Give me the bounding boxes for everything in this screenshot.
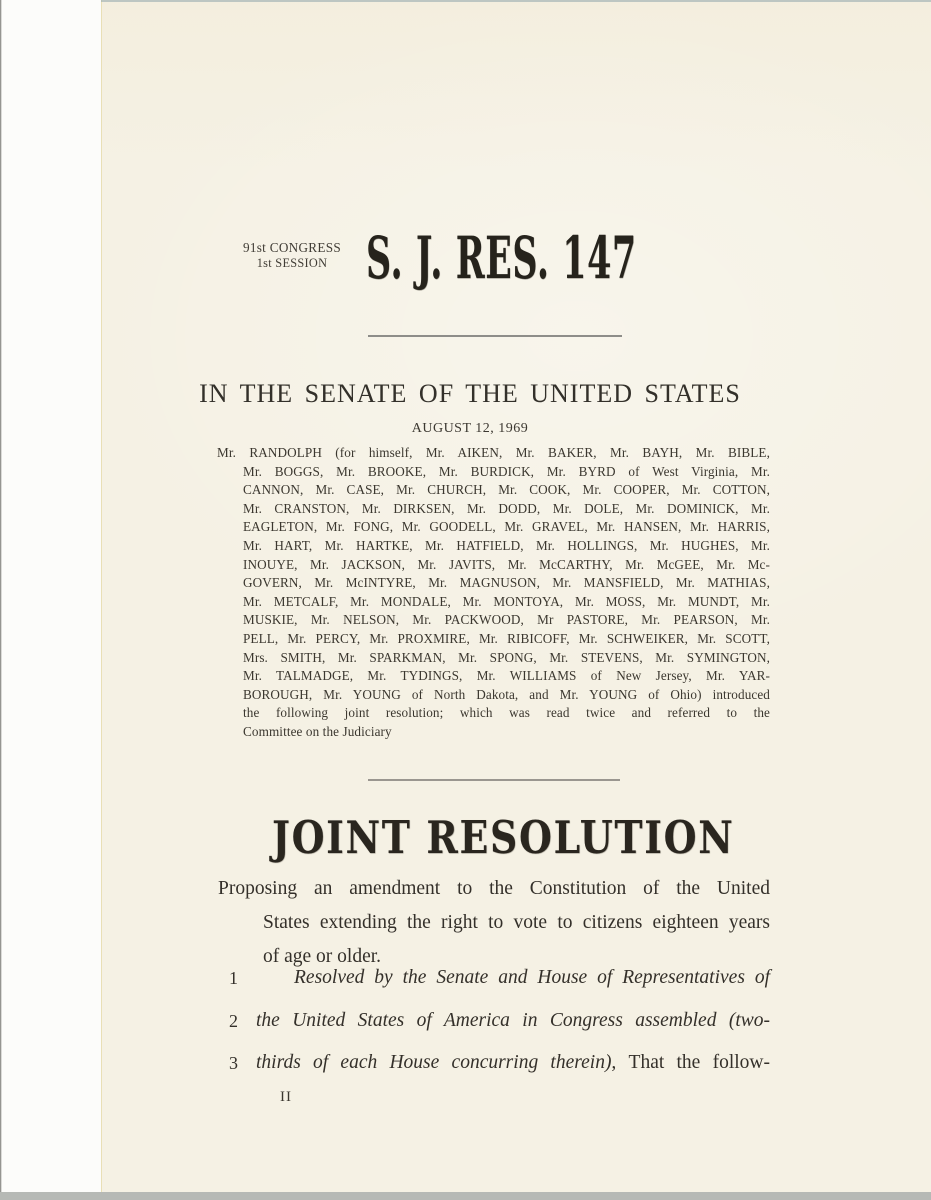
sponsor-line: PELL, Mr. PERCY, Mr. PROXMIRE, Mr. RIBICOFF, Mr. SCHWEIKER, Mr. SCOTT, [243,630,770,646]
resolution-line [229,966,770,990]
line-number: 3 [229,1053,238,1073]
sponsor-line: Mrs. SMITH, Mr. SPARKMAN, Mr. SPONG, Mr. STEVENS, Mr. SYMINGTON, [243,649,770,665]
joint-resolution-heading: JOINT RESOLUTION [272,811,735,864]
resolution-line-text [256,1051,770,1075]
congress-label: 91st CONGRESS [242,240,342,255]
preamble-line: States extending the right to vote to citizens eighteen years [263,912,770,933]
top-scan-edge [101,0,931,2]
sponsor-line: GOVERN, Mr. McINTYRE, Mr. MAGNUSON, Mr. MANSFIELD, Mr. MATHIAS, [243,575,770,591]
congress-session-block [224,240,360,270]
preamble-line: of age or older. [263,946,382,967]
roman-text: That the follow- [628,1052,770,1073]
sponsor-line: Mr. METCALF, Mr. MONDALE, Mr. MONTOYA, Mr. MOSS, Mr. MUNDT, Mr. [243,593,770,609]
line-number: 2 [229,1010,238,1031]
sponsor-line: Committee on the Judiciary [243,723,392,739]
italic-text: thirds of each House concurring therein), [256,1052,629,1073]
italic-text: Resolved by the Senate and House of Representatives of [294,967,770,988]
sponsor-line: Mr. HART, Mr. HARTKE, Mr. HATFIELD, Mr. HOLLINGS, Mr. HUGHES, Mr. [243,537,770,553]
preamble-line: Proposing an amendment to the Constitution of the United [218,878,770,899]
sponsor-line: Mr. BOGGS, Mr. BROOKE, Mr. BURDICK, Mr. BYRD of West Virginia, Mr. [243,463,770,479]
sponsor-line: EAGLETON, Mr. FONG, Mr. GOODELL, Mr. GRAVEL, Mr. HANSEN, Mr. HARRIS, [243,519,770,535]
resolution-line [229,1051,770,1075]
line-number: 1 [229,968,238,988]
session-label: 1st SESSION [256,255,328,270]
left-page-edge [0,0,2,1193]
italic-text: the United States of America in Congress assembled (two- [256,1009,770,1031]
sponsor-line: MUSKIE, Mr. NELSON, Mr. PACKWOOD, Mr PASTORE, Mr. PEARSON, Mr. [243,612,770,628]
left-margin-strip [0,0,102,1193]
chamber-heading: IN THE SENATE OF THE UNITED STATES [199,379,741,408]
bottom-scanner-strip [0,1192,931,1200]
page-number-roman: II [280,1089,292,1105]
resolution-line [229,1009,770,1033]
resolution-line-text [256,966,770,990]
preamble-paragraph [218,872,770,974]
sponsor-line: BOROUGH, Mr. YOUNG of North Dakota, and Mr. YOUNG of Ohio) introduced [243,686,770,702]
header-divider-rule [368,335,622,337]
section-divider-rule [368,779,620,781]
sponsor-line: Mr. TALMADGE, Mr. TYDINGS, Mr. WILLIAMS of New Jersey, Mr. YAR- [243,668,770,684]
introduction-date: AUGUST 12, 1969 [411,421,529,436]
sponsor-line: Mr. CRANSTON, Mr. DIRKSEN, Mr. DODD, Mr. DOLE, Mr. DOMINICK, Mr. [243,500,770,516]
resolution-line-text [256,1009,770,1033]
sponsors-paragraph [217,444,770,742]
sponsor-line: Mr. RANDOLPH (for himself, Mr. AIKEN, Mr. BAKER, Mr. BAYH, Mr. BIBLE, [217,445,770,460]
sponsor-line: CANNON, Mr. CASE, Mr. CHURCH, Mr. COOK, Mr. COOPER, Mr. COTTON, [243,482,770,498]
resolution-body [229,966,770,1094]
sponsor-line: the following joint resolution; which was read twice and referred to the [243,705,770,721]
sponsor-line: INOUYE, Mr. JACKSON, Mr. JAVITS, Mr. McCARTHY, Mr. McGEE, Mr. Mc- [243,556,770,572]
bill-number-title: S. J. RES. 147 [366,224,637,292]
